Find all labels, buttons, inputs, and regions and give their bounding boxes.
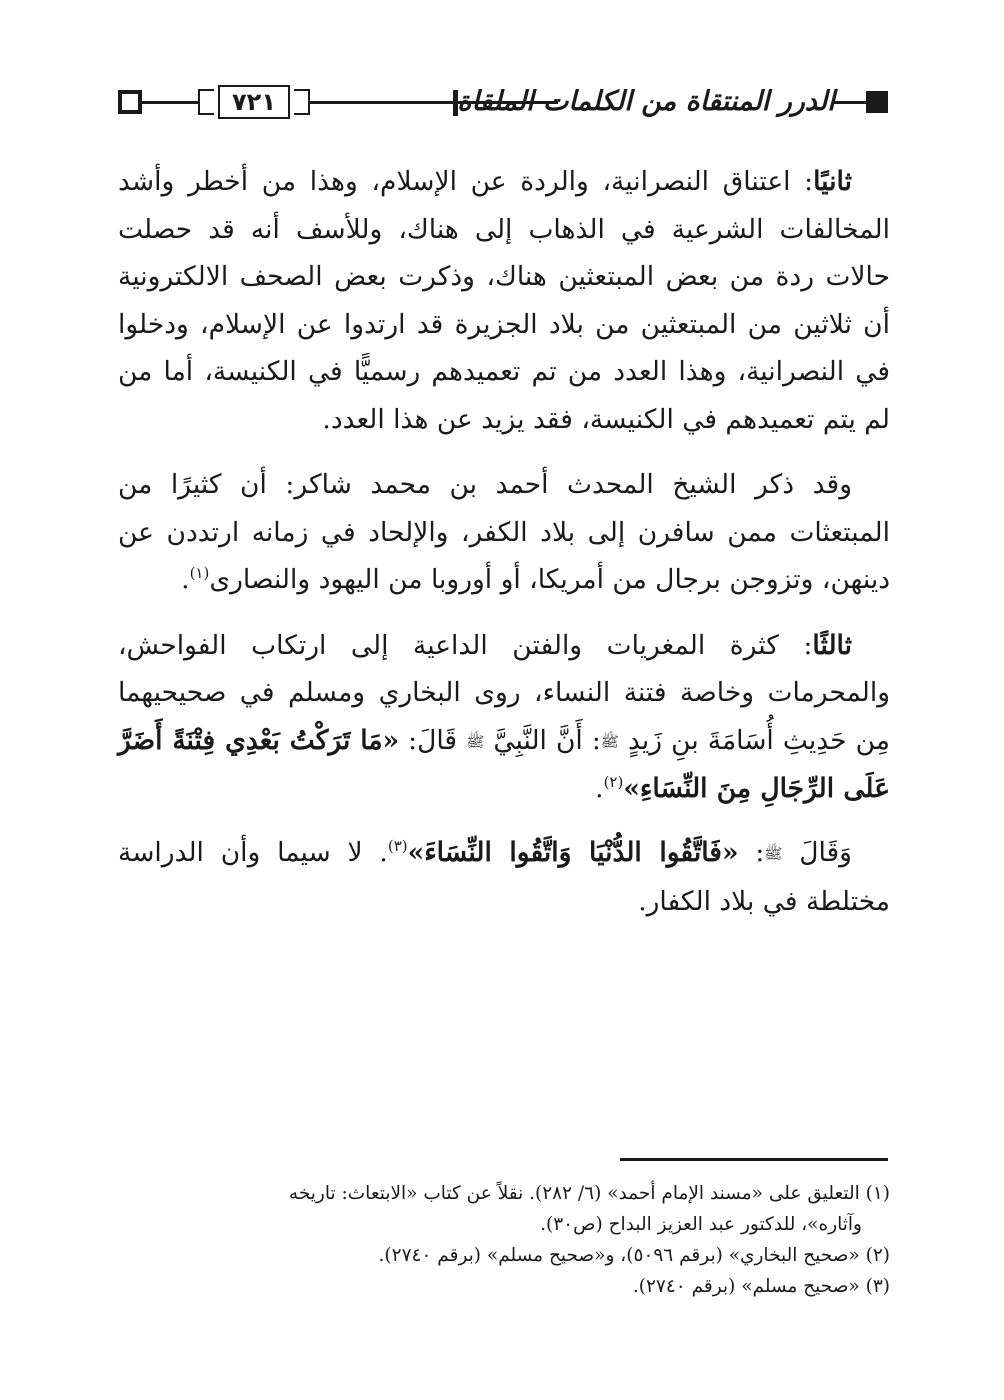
paragraph-1 bbox=[118, 158, 890, 443]
paragraph-3 bbox=[118, 622, 890, 813]
paragraph-text: وَقَالَ bbox=[799, 836, 852, 868]
footnote-ref: (٢) bbox=[603, 773, 624, 792]
paragraph-text: . لا سيما وأن الدراسة مختلطة في بلاد الكفار. bbox=[118, 836, 890, 917]
footnote-ref: (٣) bbox=[387, 836, 408, 855]
header-square-left bbox=[118, 90, 142, 114]
footnote-1-line-2: وآثاره»، للدكتور عبد العزيز البداح (ص٣٠). bbox=[540, 1214, 862, 1235]
paragraph-lead: ثانيًا bbox=[813, 166, 852, 197]
footnote-1-line-1: (١) التعليق على «مسند الإمام أحمد» (٦/ ٢٨٢). نقلاً عن كتاب «الابتعاث: تاريخه bbox=[288, 1183, 890, 1204]
paragraph-4 bbox=[118, 829, 890, 925]
honorific-glyph: ﷺ bbox=[764, 844, 783, 862]
frame-ornament bbox=[294, 89, 310, 115]
footnote-3: (٣) «صحيح مسلم» (برقم ٢٧٤٠). bbox=[632, 1276, 890, 1297]
hadith-quote: «مَا تَرَكْتُ بَعْدِي فِتْنَةً أَضَرَّ عَلَى الرِّجَالِ مِنَ النِّسَاءِ» bbox=[118, 724, 890, 805]
header-square-right bbox=[866, 91, 888, 113]
body-text bbox=[118, 158, 890, 943]
header-title: الدرر المنتقاة من الكلمات الملقاة bbox=[457, 86, 835, 117]
paragraph-text: : كثرة المغريات والفتن الداعية إلى ارتكاب الفواحش، والمحرمات وخاصة فتنة النساء، روى البخاري ومسلم في صحيحيهما مِن حَدِيثِ أُسَامَةَ بنِ زَيدٍ bbox=[118, 629, 890, 756]
footnote-2: (٢) «صحيح البخاري» (برقم ٥٠٩٦)، و«صحيح مسلم» (برقم ٢٧٤٠). bbox=[378, 1245, 890, 1266]
paragraph-2 bbox=[118, 461, 890, 604]
paragraph-text: : bbox=[755, 836, 765, 868]
page-number: ٧٢١ bbox=[218, 85, 290, 119]
header-rule bbox=[142, 101, 198, 104]
paragraph-end: . bbox=[181, 564, 190, 595]
page-number-frame bbox=[198, 85, 310, 117]
paragraph-end: . bbox=[595, 773, 604, 805]
honorific-glyph: ﷺ bbox=[600, 731, 619, 750]
paragraph-lead: ثالثًا bbox=[812, 629, 852, 661]
paragraph-text: : اعتناق النصرانية، والردة عن الإسلام، وهذا من أخطر وأشد المخالفات الشرعية في الذهاب إلى هناك، وللأسف أنه قد حصلت حالات ردة من بعض المبتعثين هناك، وذكرت بعض الصحف الالكترونية أن ثلاثين من المبتعثين من بلاد الجزيرة قد ارتدوا عن الإسلام، ودخلوا في النصرانية، وهذا العدد من تم تعميدهم رسميًّا في الكنيسة، أما من لم يتم تعميدهم في الكنيسة، فقد يزيد عن هذا العدد. bbox=[118, 166, 890, 435]
paragraph-text: : أَنَّ النَّبِيَّ bbox=[493, 724, 601, 756]
honorific-glyph: ﷺ bbox=[466, 731, 485, 750]
paragraph-text: وقد ذكر الشيخ المحدث أحمد بن محمد شاكر: أن كثيرًا من المبتعثات ممن سافرن إلى بلاد الكفر، والإلحاد في زمانه ارتددن عن دينهن، وتزوجن برجال من أمريكا، أو أوروبا من اليهود والنصارى bbox=[118, 469, 890, 595]
frame-ornament bbox=[198, 89, 214, 115]
footnote-separator bbox=[620, 1158, 888, 1161]
paragraph-text: قَالَ: bbox=[408, 724, 458, 756]
hadith-quote: «فَاتَّقُوا الدُّنْيَا وَاتَّقُوا النِّسَاءَ» bbox=[407, 836, 739, 868]
running-header bbox=[118, 80, 888, 124]
footnote-ref: (١) bbox=[189, 564, 210, 583]
footnotes bbox=[118, 1178, 890, 1302]
header-rule bbox=[834, 101, 866, 104]
